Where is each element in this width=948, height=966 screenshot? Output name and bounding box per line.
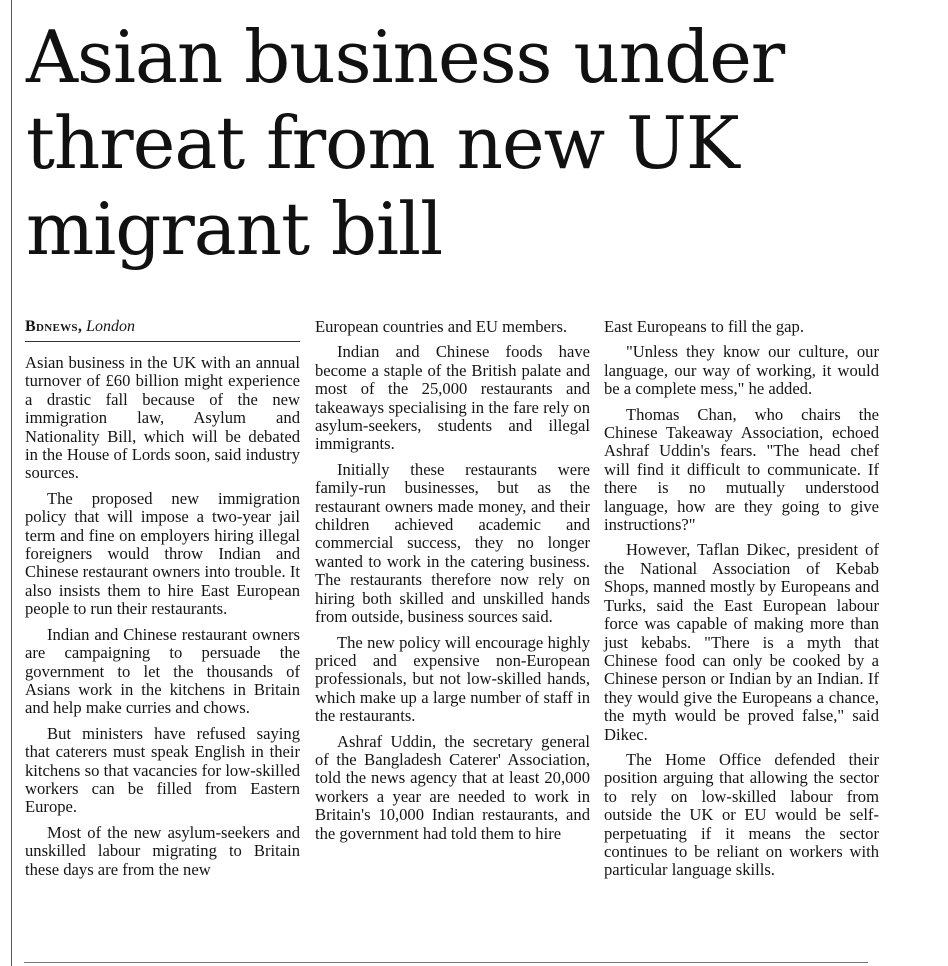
- bottom-rule: [24, 962, 868, 963]
- byline-location: London: [86, 318, 136, 335]
- paragraph: Indian and Chinese restaurant owners are campaigning to persuade the government to let the thousands of Asians work in the kitchens in Britain and help make curries and chows.: [25, 624, 300, 718]
- paragraph: Thomas Chan, who chairs the Chinese Takeaway Association, echoed Ashraf Uddin's fears. "The head chef will find it difficult to communicate. If there is no mutually understood language, how are they going to give instructions?": [604, 404, 879, 535]
- paragraph: East Europeans to fill the gap.: [604, 317, 804, 336]
- column-1: [25, 318, 300, 886]
- paragraph: "Unless they know our culture, our language, our way of working, it would be a complete mess," he added.: [604, 342, 879, 399]
- paragraph: Indian and Chinese foods have become a staple of the British palate and most of the 25,000 restaurants and takeaways specialising in the fare rely on asylum-seekers, students and illegal immigrants.: [315, 342, 590, 454]
- paragraph: Asian business in the UK with an annual turnover of £60 billion might experience a drastic fall because of the new immigration law, Asylum and Nationality Bill, which will be debated in the House of Lords soon, said industry sources.: [25, 353, 300, 483]
- headline: Asian business under threat from new UK migrant bill: [26, 15, 785, 271]
- column-3: [604, 318, 879, 887]
- paragraph: However, Taflan Dikec, president of the National Association of Kebab Shops, manned mostly by Europeans and Turks, said the East European labour force was capable of making more than just kebabs. "There is a myth that Chinese food can only be cooked by a Chinese person or Indian by an Indian. If they would give the Europeans a chance, the myth would be proved false," said Dikec.: [604, 540, 879, 744]
- paragraph: The new policy will encourage highly priced and expensive non-European professionals, but not low-skilled hands, which make up a large number of staff in the restaurants.: [315, 632, 590, 726]
- paragraph: Initially these restaurants were family-run businesses, but as the restaurant owners made money, and their children achieved academic and commercial success, they no longer wanted to work in the catering business. The restaurants therefore now rely on hiring both skilled and unskilled hands from outside, business sources said.: [315, 459, 590, 627]
- byline-agency: Bdnews,: [25, 318, 83, 335]
- left-column-rule: [11, 0, 12, 966]
- column-2: [315, 318, 590, 850]
- paragraph: But ministers have refused saying that caterers must speak English in their kitchens so that vacancies for low-skilled workers can be filled from Eastern Europe.: [25, 723, 300, 817]
- paragraph: The proposed new immigration policy that will impose a two-year jail term and fine on employers hiring illegal foreigners would throw Indian and Chinese restaurant owners into trouble. It also insists them to hire East European people to run their restaurants.: [25, 488, 300, 619]
- paragraph: The Home Office defended their position arguing that allowing the sector to rely on low-skilled labour from outside the UK or EU would be self-perpetuating if it means the sector continues to be reliant on workers with particular language skills.: [604, 749, 879, 880]
- byline: [25, 318, 300, 342]
- paragraph: Ashraf Uddin, the secretary general of the Bangladesh Caterer' Association, told the news agency that at least 20,000 workers a year are needed to work in Britain's 10,000 Indian restaurants, and the government had told them to hire: [315, 731, 590, 843]
- paragraph: Most of the new asylum-seekers and unskilled labour migrating to Britain these days are from the new: [25, 822, 300, 879]
- paragraph: European countries and EU members.: [315, 317, 568, 336]
